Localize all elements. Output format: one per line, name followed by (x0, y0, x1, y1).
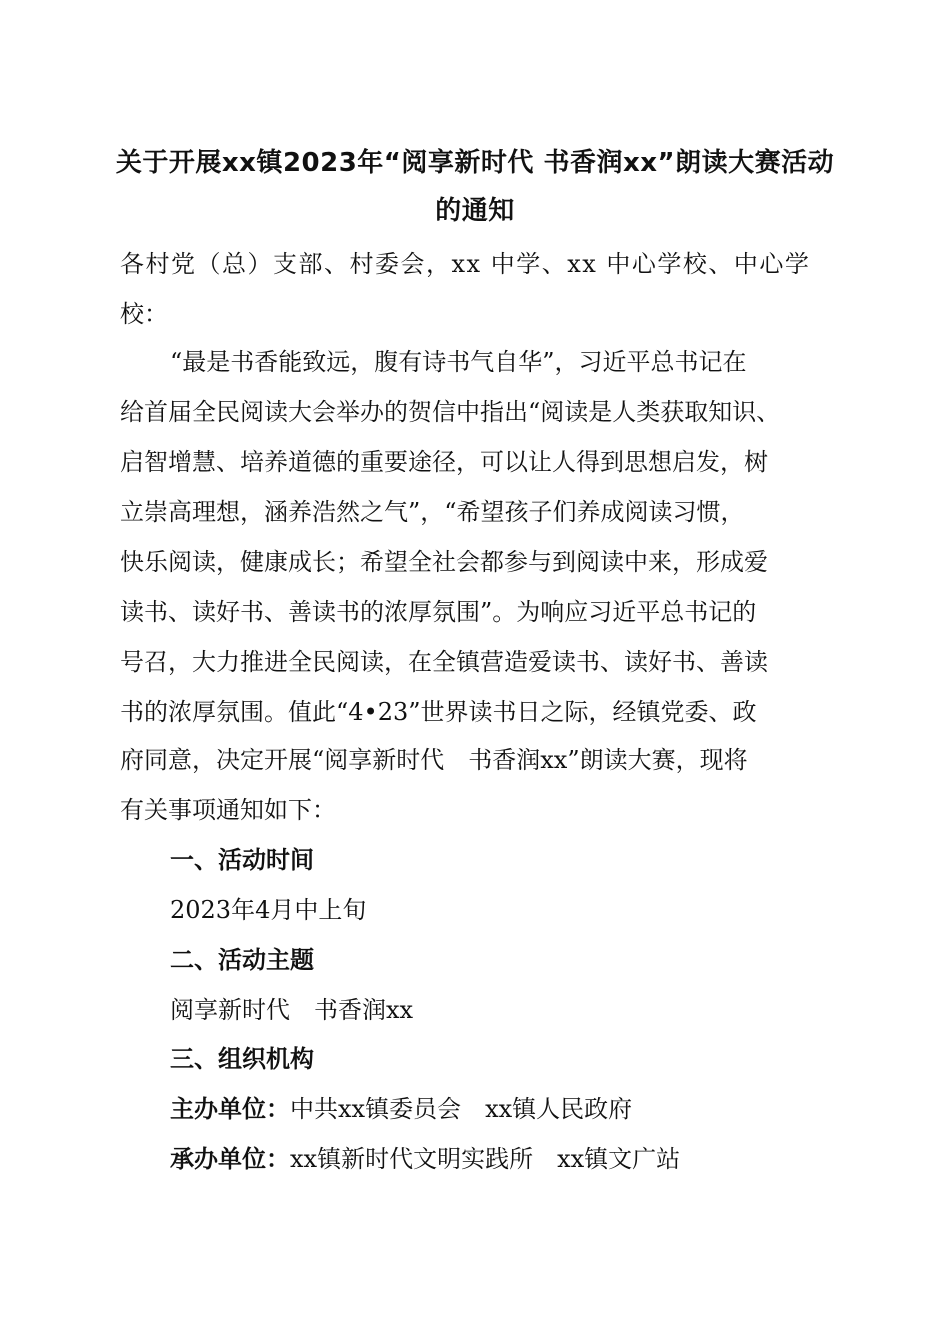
host-unit-value: 中共xx镇委员会 xx镇人民政府 (290, 1095, 633, 1123)
organizer-unit-line (170, 1144, 680, 1174)
section-heading-theme: 二、活动主题 (170, 946, 314, 974)
body-line: 立崇高理想，涵养浩然之气”，“希望孩子们养成阅读习惯， (120, 498, 745, 526)
body-line: 号召，大力推进全民阅读，在全镇营造爱读书、读好书、善读 (120, 648, 768, 676)
section-heading-organization: 三、组织机构 (170, 1045, 314, 1073)
body-line: 有关事项通知如下： (120, 796, 336, 824)
body-line: 读书、读好书、善读书的浓厚氛围”。为响应习近平总书记的 (120, 598, 757, 626)
organizer-unit-value: xx镇新时代文明实践所 xx镇文广站 (290, 1145, 681, 1173)
body-line: 快乐阅读，健康成长；希望全社会都参与到阅读中来，形成爱 (120, 548, 768, 576)
organizer-unit-label: 承办单位： (170, 1145, 290, 1173)
section-text-time: 2023年4月中上旬 (170, 896, 367, 924)
body-line: 给首届全民阅读大会举办的贺信中指出“阅读是人类获取知识、 (120, 398, 781, 426)
salutation-line-2: 校： (120, 300, 168, 328)
document-title-line-2: 的通知 (435, 196, 515, 226)
body-line: 启智增慧、培养道德的重要途径，可以让人得到思想启发，树 (120, 448, 768, 476)
host-unit-label: 主办单位： (170, 1095, 290, 1123)
section-heading-time: 一、活动时间 (170, 846, 314, 874)
salutation-line-1: 各村党（总）支部、村委会，xx 中学、xx 中心学校、中心学 (120, 250, 811, 278)
body-line: 书的浓厚氛围。值此“4•23”世界读书日之际，经镇党委、政 (120, 698, 757, 726)
body-line: “最是书香能致远，腹有诗书气自华”，习近平总书记在 (170, 348, 747, 376)
document-title-line-1: 关于开展xx镇2023年“阅享新时代 书香润xx”朗读大赛活动 (115, 148, 835, 178)
host-unit-line (170, 1094, 632, 1124)
section-text-theme: 阅享新时代 书香润xx (170, 996, 414, 1024)
body-line: 府同意，决定开展“阅享新时代 书香润xx”朗读大赛，现将 (120, 746, 748, 774)
